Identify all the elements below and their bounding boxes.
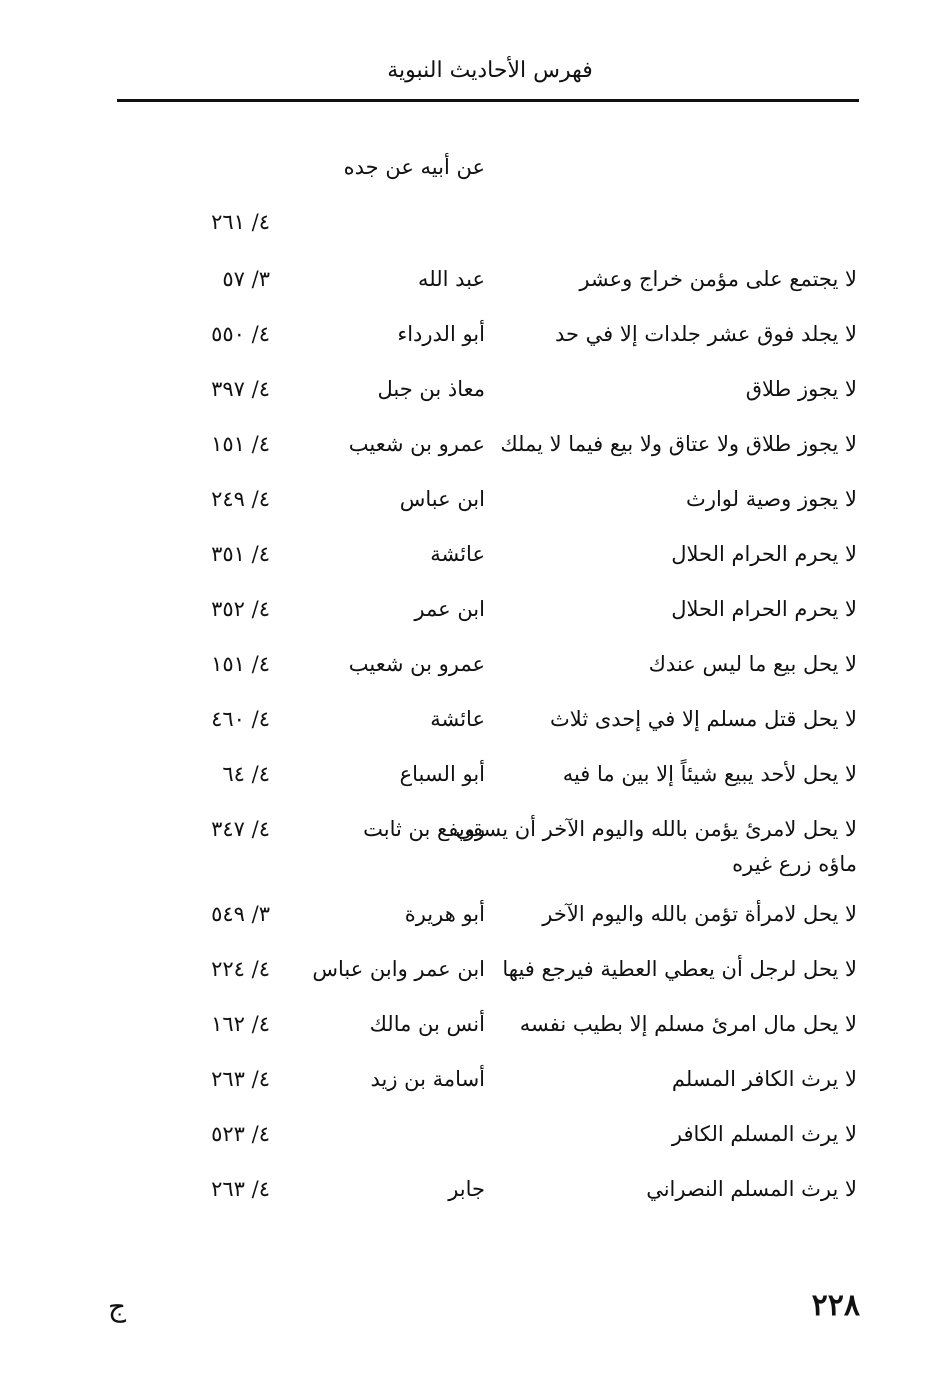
hadith-text: لا يرث الكافر المسلم <box>671 1067 857 1091</box>
reference: ٤/ ٢٢٤ <box>211 957 270 981</box>
reference: ٤/ ١٦٢ <box>211 1012 270 1036</box>
narrator: عمرو بن شعيب <box>348 652 485 676</box>
narrator: عبد الله <box>417 267 485 291</box>
reference: ٤/ ٣٥٢ <box>211 597 270 621</box>
page-number: ٢٢٨ <box>811 1288 860 1323</box>
hadith-text-continuation: ماؤه زرع غيره <box>732 852 857 876</box>
narrator: عن أبيه عن جده <box>343 155 485 179</box>
hadith-text: لا يحل بيع ما ليس عندك <box>648 652 857 676</box>
lead-row <box>0 150 952 190</box>
hadith-text: لا يرث المسلم الكافر <box>671 1122 857 1146</box>
list-item <box>0 317 952 357</box>
narrator: رويفع بن ثابت <box>363 817 485 841</box>
hadith-text: لا يجتمع على مؤمن خراج وعشر <box>579 267 857 291</box>
list-item <box>0 262 952 302</box>
list-item <box>0 757 952 797</box>
narrator: أبو السباع <box>399 762 485 786</box>
list-item <box>0 897 952 937</box>
list-item <box>0 537 952 577</box>
hadith-text: لا يحرم الحرام الحلال <box>671 597 857 621</box>
hadith-text: لا يجوز طلاق ولا عتاق ولا بيع فيما لا يملك <box>500 432 857 456</box>
narrator: أبو هريرة <box>404 902 485 926</box>
list-item <box>0 1172 952 1212</box>
page-title: فهرس الأحاديث النبوية <box>387 58 593 83</box>
hadith-text: لا يحل لامرئ يؤمن بالله واليوم الآخر أن يسقي <box>455 817 857 841</box>
volume-mark: ج <box>108 1290 127 1323</box>
hadith-text: لا يحل لامرأة تؤمن بالله واليوم الآخر <box>542 902 857 926</box>
header-divider <box>117 99 859 102</box>
reference: ٣/ ٥٧ <box>222 267 270 291</box>
reference: ٣/ ٥٤٩ <box>211 902 270 926</box>
hadith-text: لا يجوز طلاق <box>745 377 857 401</box>
narrator: عائشة <box>430 542 485 566</box>
narrator: ابن عمر وابن عباس <box>312 957 485 981</box>
narrator: عائشة <box>430 707 485 731</box>
narrator: أسامة بن زيد <box>370 1067 485 1091</box>
reference: ٤/ ٣٩٧ <box>211 377 270 401</box>
narrator: أنس بن مالك <box>369 1012 485 1036</box>
reference: ٤/ ٢٦١ <box>211 210 270 234</box>
list-item <box>0 812 952 887</box>
lead-ref-row <box>0 205 952 245</box>
reference: ٤/ ٢٤٩ <box>211 487 270 511</box>
reference: ٤/ ١٥١ <box>211 652 270 676</box>
reference: ٤/ ٥٢٣ <box>211 1122 270 1146</box>
reference: ٤/ ١٥١ <box>211 432 270 456</box>
narrator: ابن عباس <box>399 487 485 511</box>
list-item <box>0 647 952 687</box>
list-item <box>0 427 952 467</box>
list-item <box>0 952 952 992</box>
list-item <box>0 1062 952 1102</box>
reference: ٤/ ٥٥٠ <box>211 322 270 346</box>
hadith-text: لا يرث المسلم النصراني <box>646 1177 857 1201</box>
hadith-text: لا يحل قتل مسلم إلا في إحدى ثلاث <box>550 707 857 731</box>
list-item <box>0 1117 952 1157</box>
narrator: عمرو بن شعيب <box>348 432 485 456</box>
reference: ٤/ ٦٤ <box>222 762 270 786</box>
reference: ٤/ ٢٦٣ <box>211 1067 270 1091</box>
narrator: ابن عمر <box>414 597 485 621</box>
narrator: أبو الدرداء <box>397 322 485 346</box>
hadith-text: لا يحل مال امرئ مسلم إلا بطيب نفسه <box>519 1012 857 1036</box>
list-item <box>0 592 952 632</box>
hadith-text: لا يحل لأحد يبيع شيئاً إلا بين ما فيه <box>562 762 857 786</box>
list-item <box>0 482 952 522</box>
reference: ٤/ ٤٦٠ <box>211 707 270 731</box>
hadith-text: لا يجلد فوق عشر جلدات إلا في حد <box>554 322 857 346</box>
list-item <box>0 1007 952 1047</box>
reference: ٤/ ٣٤٧ <box>211 817 270 841</box>
list-item <box>0 372 952 412</box>
hadith-text: لا يحرم الحرام الحلال <box>671 542 857 566</box>
narrator: جابر <box>448 1177 485 1201</box>
hadith-text: لا يجوز وصية لوارث <box>686 487 857 511</box>
list-item <box>0 702 952 742</box>
hadith-text: لا يحل لرجل أن يعطي العطية فيرجع فيها <box>502 957 857 981</box>
narrator: معاذ بن جبل <box>377 377 485 401</box>
reference: ٤/ ٢٦٣ <box>211 1177 270 1201</box>
reference: ٤/ ٣٥١ <box>211 542 270 566</box>
